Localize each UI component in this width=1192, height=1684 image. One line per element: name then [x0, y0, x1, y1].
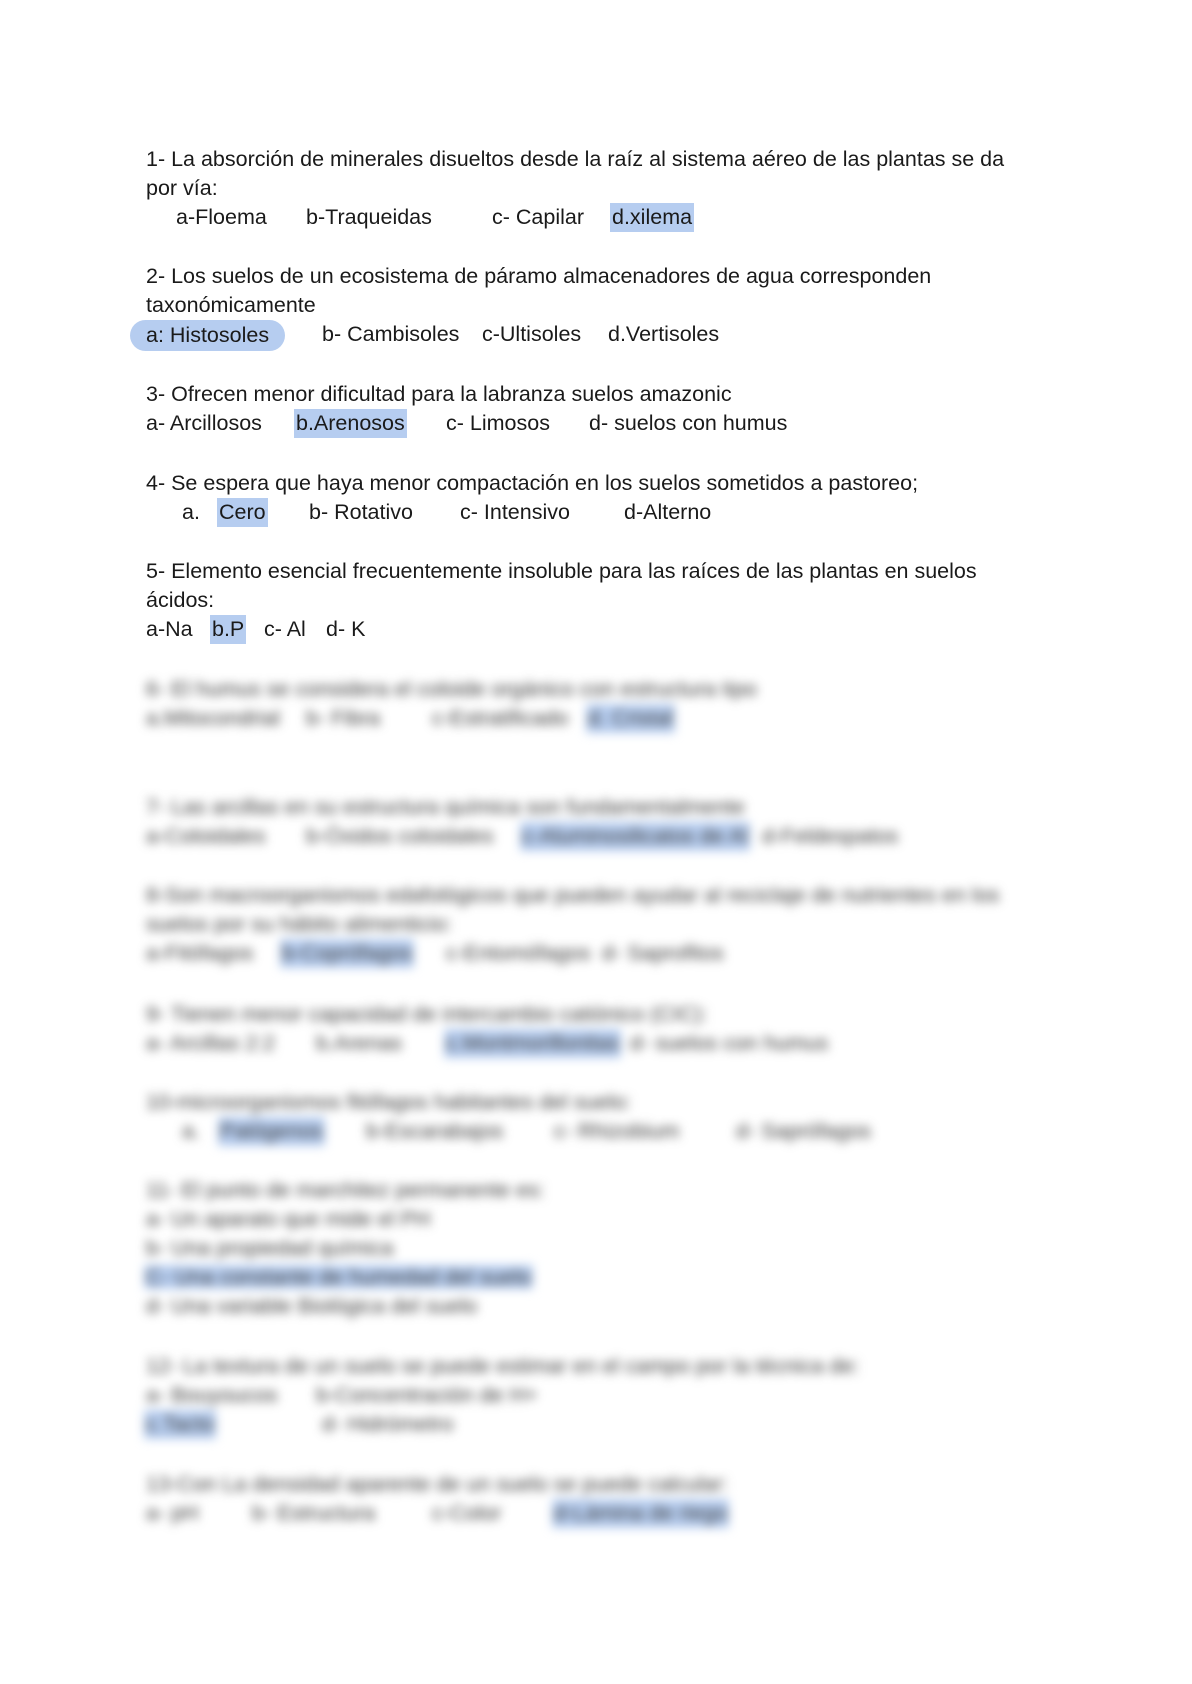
question-6-blurred — [146, 675, 757, 733]
option-c: c- Al — [264, 617, 306, 641]
question-7-stem: 7- Las arcillas en su estructura química son fundamentalmente — [146, 795, 745, 819]
question-5-stem-line-1: 5- Elemento esencial frecuentemente insoluble para las raíces de las plantas en suelos — [146, 559, 977, 583]
option-b-highlighted: b-Coprófagos — [280, 939, 414, 968]
question-2-stem-line-1: 2- Los suelos de un ecosistema de páramo almacenadores de agua corresponden — [146, 264, 932, 288]
question-9-stem: 9- Tienen menor capacidad de intercambio catiónico (CIC): — [146, 1002, 708, 1026]
question-13-stem: 13-Con La densidad aparente de un suelo se puede calcular: — [146, 1472, 729, 1496]
option-b: b-Traqueidas — [306, 205, 432, 229]
question-13-blurred — [146, 1470, 728, 1528]
question-7-blurred — [146, 793, 899, 851]
option-a: a- Arcillas 2:2 — [146, 1031, 276, 1055]
option-b: b- Cambisoles — [322, 322, 460, 346]
option-a: a.Mitocondrial — [146, 706, 280, 730]
question-10-blurred — [146, 1088, 872, 1146]
option-b: b- Estructura — [252, 1501, 376, 1525]
question-9-blurred — [146, 1000, 829, 1058]
question-10-options — [146, 1117, 872, 1146]
option-a-highlighted: a: Histosoles — [130, 320, 285, 351]
question-11-stem: 11- El punto de marchitez permanente es: — [146, 1178, 545, 1202]
option-d: d.Vertisoles — [608, 322, 720, 346]
option-b: b- Rotativo — [309, 500, 413, 524]
question-2-stem-line-2: taxonómicamente — [146, 293, 316, 317]
question-2 — [146, 262, 931, 349]
question-4-options — [146, 498, 918, 527]
option-c-highlighted: c-Aluminosilicatos de Al — [520, 822, 750, 851]
option-a: a- Un aparato que mide el PH — [146, 1207, 431, 1231]
option-d: d- Saprofitos — [602, 941, 724, 965]
option-b: b- Una propiedad química — [146, 1236, 394, 1260]
option-d: d-Feldespatos — [762, 824, 899, 848]
question-3-stem: 3- Ofrecen menor dificultad para la labranza suelos amazonic — [146, 382, 732, 406]
option-a: a-Fitófagos — [146, 941, 254, 965]
question-10-stem: 10-microorganismos fitófagos habitantes del suelo: — [146, 1090, 632, 1114]
question-7-options — [146, 822, 899, 851]
question-12-stem: 12- La textura de un suelo se puede estimar en el campo por la técnica de: — [146, 1354, 860, 1378]
option-a: a-Na — [146, 617, 193, 641]
question-8-stem-line-1: 8-Son macroorganismos edafológicos que pueden ayudar al reciclaje de nutrientes en los — [146, 883, 1000, 907]
option-b: b- Fibra — [306, 706, 381, 730]
option-b: b.Arenas — [316, 1031, 403, 1055]
option-b-highlighted: b.P — [210, 615, 246, 644]
option-d: d- Hidrómetro — [322, 1412, 454, 1436]
question-12-options-row-2 — [146, 1410, 860, 1439]
option-c: c-Entomófagos — [446, 941, 591, 965]
option-a: a-Coloidales — [146, 824, 266, 848]
question-1 — [146, 145, 1004, 232]
question-6-options — [146, 704, 757, 733]
question-11-blurred — [146, 1176, 545, 1321]
question-5-options — [146, 615, 977, 644]
question-1-options — [146, 203, 1004, 232]
option-a-marker: a. — [182, 500, 200, 524]
question-1-stem-line-2: por vía: — [146, 176, 218, 200]
question-6-stem: 6- El humus se considera el coloide orgánico con estructura tipo — [146, 677, 757, 701]
option-d: d- K — [326, 617, 366, 641]
option-c: c- Capilar — [492, 205, 584, 229]
question-5-stem-line-2: ácidos: — [146, 588, 215, 612]
question-3 — [146, 380, 788, 438]
option-c-highlighted: c.Tacto — [144, 1410, 216, 1439]
question-4-stem: 4- Se espera que haya menor compactación en los suelos sometidos a pastoreo; — [146, 471, 919, 495]
option-b: b-Escarabajos — [366, 1119, 504, 1143]
question-12-options-row-1 — [146, 1381, 860, 1410]
question-8-options — [146, 939, 999, 968]
option-c-highlighted: C- Una constante de humedad del suelo — [146, 1265, 531, 1289]
question-13-options — [146, 1499, 728, 1528]
option-c-row — [146, 1263, 545, 1292]
option-b-highlighted: b.Arenosos — [294, 409, 407, 438]
option-a: a- Arcillosos — [146, 411, 262, 435]
option-a: a-Floema — [176, 205, 267, 229]
option-a: a- pH — [146, 1501, 199, 1525]
question-9-options — [146, 1029, 829, 1058]
option-b: b-Concentración de H+ — [316, 1383, 538, 1407]
option-c: c- Limosos — [446, 411, 550, 435]
option-c: c- Rhizobium — [554, 1119, 680, 1143]
option-c: c-Color — [432, 1501, 502, 1525]
question-3-options — [146, 409, 788, 438]
question-4 — [146, 469, 918, 527]
option-a-highlighted: Cero — [217, 498, 268, 527]
question-12-blurred — [146, 1352, 860, 1439]
option-d: d- suelos con humus — [630, 1031, 829, 1055]
option-c: c- Intensivo — [460, 500, 570, 524]
option-a-highlighted: Patógenos — [218, 1117, 325, 1146]
option-d: d- suelos con humus — [589, 411, 788, 435]
option-a: a- Bouyoucos — [146, 1383, 278, 1407]
option-d-highlighted: d. Cristal — [586, 704, 675, 733]
question-2-options — [146, 320, 931, 349]
option-d-highlighted: d-Lámina de riego — [552, 1499, 729, 1528]
question-1-stem-line-1: 1- La absorción de minerales disueltos desde la raíz al sistema aéreo de las plantas se da — [146, 147, 1005, 171]
question-8-blurred — [146, 881, 999, 968]
question-8-stem-line-2: suelos por su hábito alimenticio: — [146, 912, 452, 936]
option-c-highlighted: c.Montmorillonitas — [444, 1029, 621, 1058]
question-5 — [146, 557, 977, 644]
option-d: d- Saprófagos — [736, 1119, 872, 1143]
option-d-highlighted: d.xilema — [610, 203, 694, 232]
option-d: d- Una variable Biológica del suelo — [146, 1294, 478, 1318]
option-c: c-Estratificado — [432, 706, 569, 730]
option-c: c-Ultisoles — [482, 322, 582, 346]
option-a-marker: a. — [182, 1119, 200, 1143]
option-d: d-Alterno — [624, 500, 712, 524]
option-b: b-Óxidos coloidales — [306, 824, 494, 848]
